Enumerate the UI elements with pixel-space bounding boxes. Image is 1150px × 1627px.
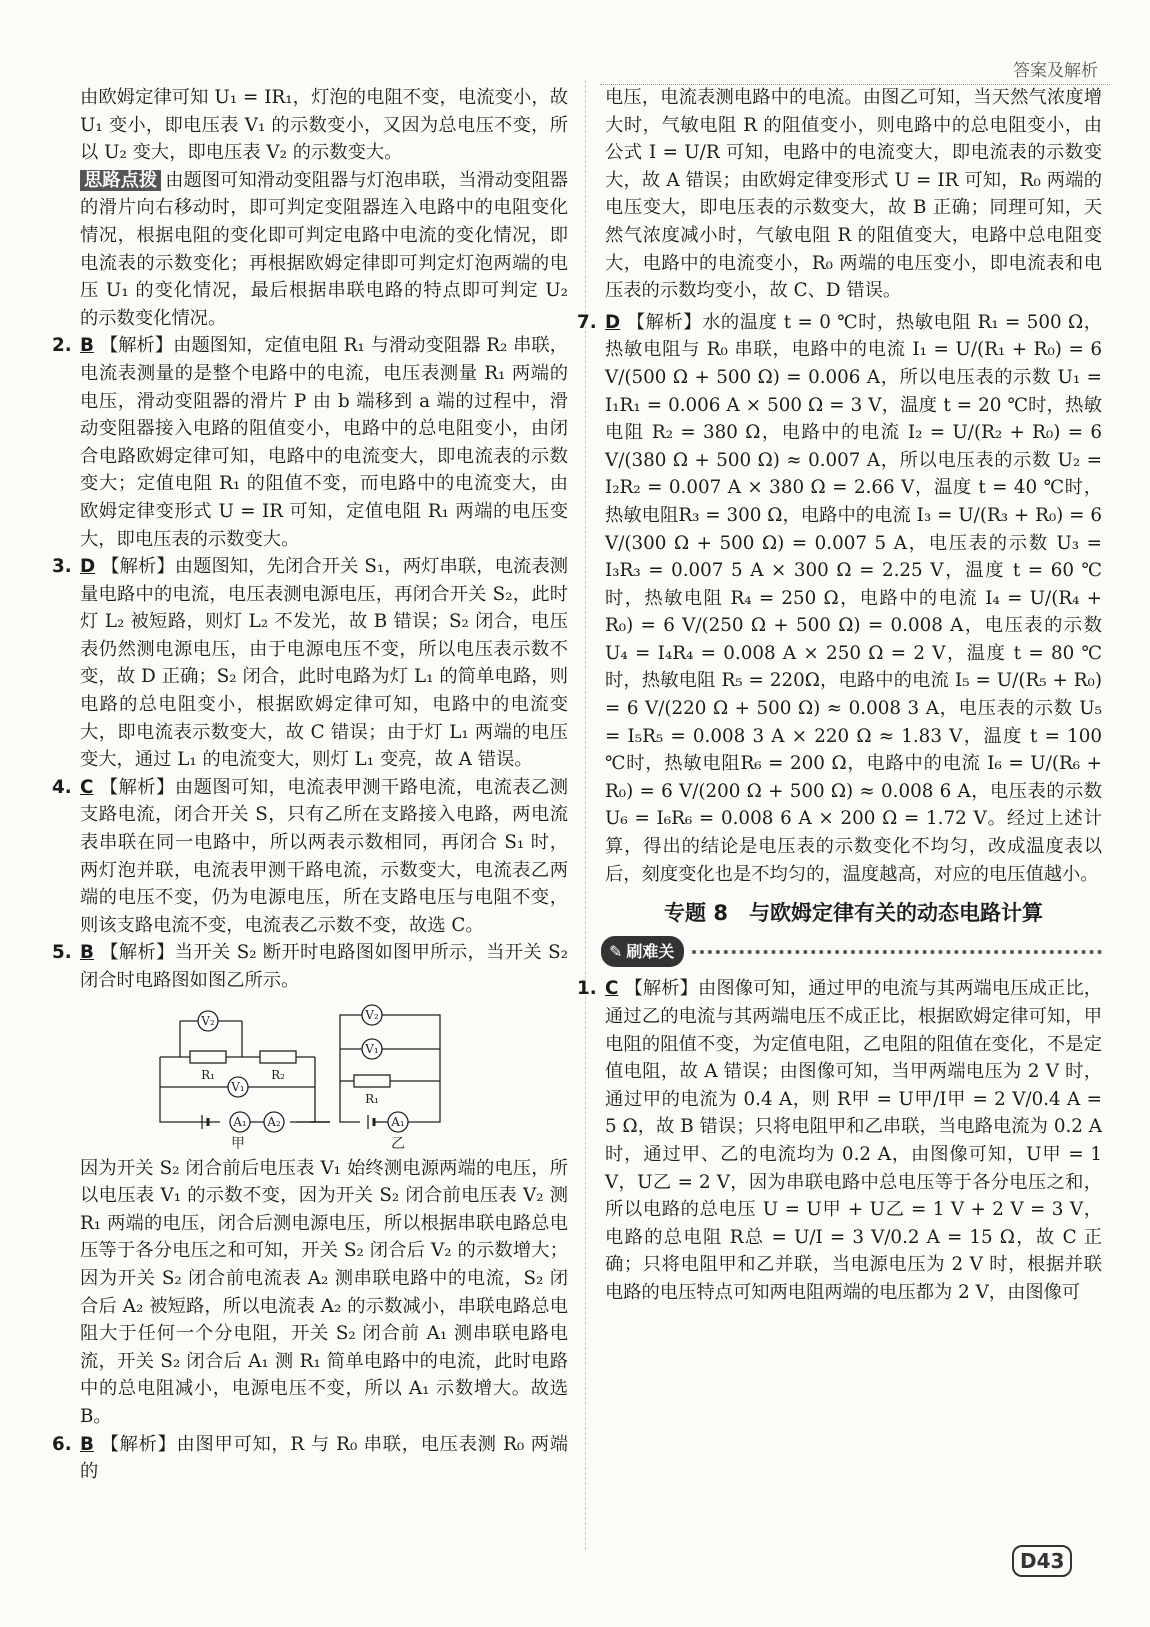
- q3-answer: D: [80, 556, 96, 578]
- q2-number: 2.: [52, 335, 72, 357]
- answer-4: [52, 774, 568, 940]
- topic-title: 专题 8 与欧姆定律有关的动态电路计算: [664, 901, 1043, 926]
- q4-text: 【解析】由题图可知，电流表甲测干路电流，电流表乙测支路电流，闭合开关 S，只有乙所在支路接入电路，两电流表串联在同一电路中，所以两表示数相同，再闭合 S₁ 时，两灯泡并联，电流表甲测干路电流，示数变大，电流表乙两端的电压不变，仍为电源电压，所在支路电压与电阻不变，则该支路电流不变，电流表乙示数不变，故选 C。: [80, 776, 568, 936]
- left-continuation: 由欧姆定律可知 U₁ = IR₁，灯泡的电阻不变，电流变小，故 U₁ 变小，即电压表 V₁ 的示数变小，又因为总电压不变，所以 U₂ 变大，即电压表 V₂ 的示数变大。: [80, 87, 568, 164]
- circuit-figures: [150, 1001, 480, 1151]
- jia-r2-label: R₂: [271, 1067, 285, 1082]
- q5-continued: 因为开关 S₂ 闭合前后电压表 V₁ 始终测电源两端的电压，所以电压表 V₁ 的示数不变，因为开关 S₂ 闭合前电压表 V₂ 测 R₁ 两端的电压，闭合后测电源电压，所以根据串联电路总电压等于各分电压之和可知，开关 S₂ 闭合后 V₂ 的示数增大；因为开关 S₂ 闭合前电流表 A₂ 测串联电路中的电流，S₂ 闭合后 A₂ 被短路，所以电流表 A₂ 的示数减小，串联电路总电阻大于任何一个分电阻，开关 S₂ 闭合前 A₁ 测串联电路电流，开关 S₂ 闭合后 A₁ 测 R₁ 简单电路中的电流，此时电路中的总电阻减小，电源电压不变，所以 A₁ 示数增大。故选 B。: [80, 1157, 568, 1427]
- jia-a1-label: A₁: [233, 1114, 247, 1129]
- q4-number: 4.: [52, 776, 72, 798]
- jia-caption: 甲: [231, 1135, 245, 1151]
- jia-a2-label: A₂: [267, 1114, 281, 1129]
- q3-text: 【解析】由题图知，先闭合开关 S₁，两灯串联，电流表测量电路中的电流，电压表测电源电压，再闭合开关 S₂，此时灯 L₂ 被短路，则灯 L₂ 不发光，故 B 错误；S₂ 闭合，电压表仍然测电源电压，由于电源电压不变，所以电压表示数不变，故 D 正确；S₂ 闭合，此时电路为灯 L₁ 的简单电路，则电路的总电阻变小，根据欧姆定律可知，电路中的电流变大，即电流表示数变大，故 C 错误；由于灯 L₁ 两端的电压变大，通过 L₁ 的电流变大，则灯 L₁ 变亮，故 A 错误。: [80, 556, 568, 771]
- jia-v1-label: V₁: [231, 1079, 245, 1094]
- answer-1: [577, 975, 1102, 1306]
- q7-number: 7.: [577, 311, 597, 333]
- yi-caption: 乙: [391, 1135, 405, 1151]
- brush-section-banner: [601, 936, 1102, 968]
- q6-continued: 电压，电流表测电路中的电流。由图乙可知，当天然气浓度增大时，气敏电阻 R 的阻值变小，则电路中的总电阻变小，由公式 I = U/R 可知，电路中的电流变大，即电流表的示数变大，故 A 错误；由欧姆定律变形式 U = IR 可知，R₀ 两端的电压变大，即电压表的示数变大，故 B 正确；同理可知，天然气浓度减小时，气敏电阻 R 的阻值变大，电路中总电阻变大，电路中的电流变小，R₀ 两端的电压变小，即电流表和电压表的示数均变小，故 C、D 错误。: [605, 87, 1102, 302]
- yi-v1-label: V₁: [365, 1041, 379, 1056]
- yi-v2-label: V₂: [365, 1007, 379, 1022]
- column-divider: [585, 80, 586, 1550]
- jia-v2-label: V₂: [201, 1013, 215, 1028]
- answer-5: [52, 939, 568, 994]
- page-number: D43: [1012, 1545, 1072, 1577]
- jia-r1-label: R₁: [201, 1067, 215, 1082]
- page-header-title: 答案及解析: [1013, 61, 1098, 81]
- yi-a1-label: A₁: [391, 1114, 405, 1129]
- brush-badge: [601, 936, 684, 968]
- answer-6: [52, 1431, 568, 1486]
- think-paragraph: [80, 167, 568, 333]
- dotted-divider: [692, 950, 1102, 954]
- q6-answer: B: [80, 1433, 94, 1455]
- answer-3: [52, 553, 568, 774]
- q7-text: 【解析】水的温度 t = 0 ℃时，热敏电阻 R₁ = 500 Ω，热敏电阻与 R₀ 串联，电路中的电流 I₁ = U/(R₁ + R₀) = 6 V/(500 Ω + 500 Ω) = 0.006 A，所以电压表的示数 U₁ = I₁R₁ = 0.006 A × 500 Ω = 3 V，温度 t = 20 ℃时，热敏电阻 R₂ = 380 Ω，电路中的电流 I₂ = U/(R₂ + R₀) = 6 V/(380 Ω + 500 Ω) ≈ 0.007 A，所以电压表的示数 U₂ = I₂R₂ = 0.007 A × 380 Ω = 2.66 V，温度 t = 40 ℃时，热敏电阻R₃ = 300 Ω，电路中的电流 I₃ = U/(R₃ + R₀) = 6 V/(300 Ω + 500 Ω) = 0.007 5 A，电压表的示数 U₃ = I₃R₃ = 0.007 5 A × 300 Ω = 2.25 V，温度 t = 60 ℃时，热敏电阻 R₄ = 250 Ω，电路中的电流 I₄ = U/(R₄ + R₀) = 6 V/(250 Ω + 500 Ω) = 0.008 A，电压表的示数 U₄ = I₄R₄ = 0.008 A × 250 Ω = 2 V，温度 t = 80 ℃时，热敏电阻 R₅ = 220Ω，电路中的电流 I₅ = U/(R₅ + R₀) = 6 V/(220 Ω + 500 Ω) ≈ 0.008 3 A，电压表的示数 U₅ = I₅R₅ = 0.008 3 A × 220 Ω ≈ 1.83 V，温度 t = 100 ℃时，热敏电阻R₆ = 200 Ω，电路中的电流 I₆ = U/(R₆ + R₀) = 6 V/(200 Ω + 500 Ω) ≈ 0.008 6 A，电压表的示数 U₆ = I₆R₆ = 0.008 6 A × 200 Ω = 1.72 V。经过上述计算，得出的结论是电压表的示数变化不均匀，改成温度表以后，刻度变化也是不均匀的，温度越高，对应的电压值越小。: [605, 311, 1102, 885]
- think-text: 由题图可知滑动变阻器与灯泡串联，当滑动变阻器的滑片向右移动时，即可判定变阻器连入电路中的电阻变化情况，根据电阻的变化即可判定电路中电流的变化情况，即电流表的示数变化；再根据欧姆定律即可判定灯泡两端的电压 U₁ 的变化情况，最后根据串联电路的特点即可判定 U₂ 的示数变化情况。: [80, 169, 569, 329]
- left-column: [52, 84, 569, 1486]
- q5-number: 5.: [52, 942, 72, 964]
- q1-answer: C: [605, 978, 619, 1000]
- q6-number: 6.: [52, 1433, 72, 1455]
- q2-answer: B: [80, 335, 94, 357]
- q1-text: 【解析】由图像可知，通过甲的电流与其两端电压成正比，通过乙的电流与其两端电压不成正比，根据欧姆定律可知，甲电阻的阻值不变，为定值电阻，乙电阻的阻值在变化，不是定值电阻，故 A 错误；由图像可知，当甲两端电压为 2 V 时，通过甲的电流为 0.4 A，则 R甲 = U甲/I甲 = 2 V/0.4 A = 5 Ω，故 B 错误；只将电阻甲和乙串联，当电路电流为 0.2 A时，通过甲、乙的电流均为 0.2 A，由图像可知，U甲 = 1 V，U乙 = 2 V，因为串联电路中总电压等于各分电压之和，所以电路的总电压 U = U甲 + U乙 = 1 V + 2 V = 3 V，电路的总电阻 R总 = U/I = 3 V/0.2 A = 15 Ω，故 C 正确；只将电阻甲和乙并联，当电源电压为 2 V 时，根据并联电路的电压特点可知两电阻两端的电压都为 2 V，由图像可: [605, 978, 1102, 1303]
- q5-answer: B: [80, 942, 94, 964]
- q1-number: 1.: [577, 978, 597, 1000]
- answer-7: [577, 309, 1102, 888]
- brush-label: 刷难关: [626, 941, 675, 961]
- q3-number: 3.: [52, 556, 72, 578]
- q4-answer: C: [80, 776, 94, 798]
- circuit-yi: [340, 1015, 440, 1129]
- yi-r1-label: R₁: [365, 1091, 379, 1106]
- right-column: [577, 84, 1102, 1307]
- q5-text: 【解析】当开关 S₂ 断开时电路图如图甲所示，当开关 S₂ 闭合时电路图如图乙所示。: [80, 942, 568, 991]
- q6-text: 【解析】由图甲可知，R 与 R₀ 串联，电压表测 R₀ 两端的: [80, 1433, 568, 1483]
- brush-icon: ✎: [609, 941, 623, 961]
- think-tag: 思路点拨: [80, 170, 161, 191]
- q7-answer: D: [605, 311, 621, 333]
- q2-text: 【解析】由题图知，定值电阻 R₁ 与滑动变阻器 R₂ 串联，电流表测量的是整个电路中的电流，电压表测量 R₁ 两端的电压，滑动变阻器的滑片 P 由 b 端移到 a 端的过程中，滑动变阻器接入电路的阻值变小，电路中的总电阻变小，由闭合电路欧姆定律可知，电路中的电流变大，即电流表的示数变大；定值电阻 R₁ 的阻值不变，而电路中的电流变大，由欧姆定律变形式 U = IR 可知，定值电阻 R₁ 两端的电压变大，即电压表的示数变大。: [80, 335, 568, 550]
- answer-2: [52, 332, 568, 553]
